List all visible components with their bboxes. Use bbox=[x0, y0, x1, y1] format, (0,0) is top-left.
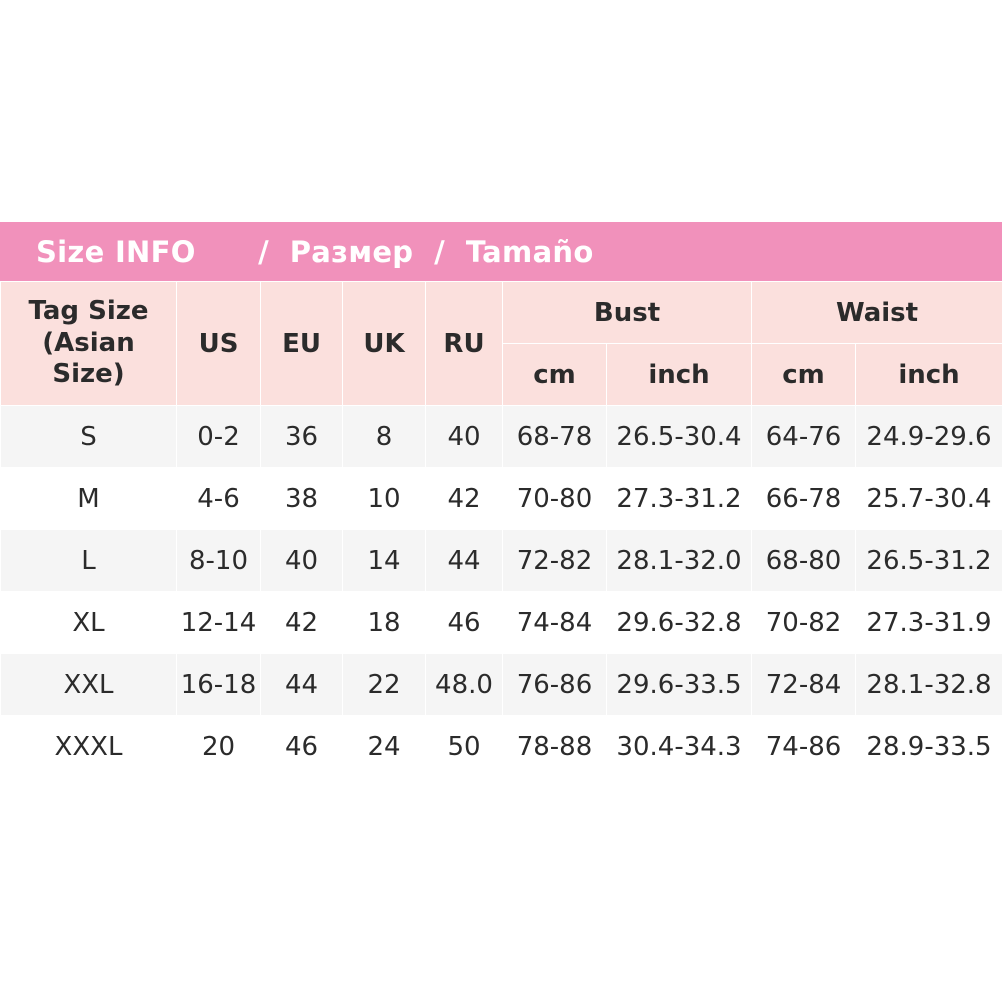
table-row bbox=[1, 716, 1002, 778]
cell-waist-inch: 28.1-32.8 bbox=[856, 654, 1002, 716]
cell-bust-cm: 72-82 bbox=[503, 530, 607, 592]
cell-bust-cm: 74-84 bbox=[503, 592, 607, 654]
cell-us: 0-2 bbox=[177, 406, 261, 468]
cell-bust-inch: 29.6-33.5 bbox=[607, 654, 752, 716]
cell-waist-cm: 74-86 bbox=[752, 716, 856, 778]
header-waist-cm: cm bbox=[752, 344, 856, 406]
cell-bust-cm: 68-78 bbox=[503, 406, 607, 468]
cell-waist-cm: 68-80 bbox=[752, 530, 856, 592]
table-row bbox=[1, 654, 1002, 716]
table-row bbox=[1, 406, 1002, 468]
cell-uk: 14 bbox=[343, 530, 426, 592]
cell-waist-inch: 25.7-30.4 bbox=[856, 468, 1002, 530]
table-row bbox=[1, 468, 1002, 530]
header-waist: Waist bbox=[752, 282, 1002, 344]
table-row bbox=[1, 530, 1002, 592]
cell-tag: S bbox=[1, 406, 177, 468]
cell-tag: XL bbox=[1, 592, 177, 654]
table-header-row-group bbox=[1, 282, 1002, 344]
cell-us: 16-18 bbox=[177, 654, 261, 716]
cell-us: 20 bbox=[177, 716, 261, 778]
cell-uk: 18 bbox=[343, 592, 426, 654]
size-table bbox=[0, 281, 1002, 778]
size-info-banner bbox=[0, 222, 1002, 281]
cell-ru: 48.0 bbox=[426, 654, 503, 716]
cell-tag: L bbox=[1, 530, 177, 592]
header-uk: UK bbox=[343, 282, 426, 406]
cell-uk: 8 bbox=[343, 406, 426, 468]
cell-bust-cm: 78-88 bbox=[503, 716, 607, 778]
cell-ru: 40 bbox=[426, 406, 503, 468]
cell-bust-inch: 26.5-30.4 bbox=[607, 406, 752, 468]
cell-waist-cm: 64-76 bbox=[752, 406, 856, 468]
cell-us: 12-14 bbox=[177, 592, 261, 654]
header-waist-inch: inch bbox=[856, 344, 1002, 406]
cell-eu: 42 bbox=[261, 592, 343, 654]
header-tag-size-line3: Size) bbox=[52, 359, 125, 390]
header-bust-inch: inch bbox=[607, 344, 752, 406]
cell-bust-inch: 29.6-32.8 bbox=[607, 592, 752, 654]
cell-eu: 46 bbox=[261, 716, 343, 778]
cell-waist-cm: 72-84 bbox=[752, 654, 856, 716]
cell-tag: XXXL bbox=[1, 716, 177, 778]
header-bust-cm: cm bbox=[503, 344, 607, 406]
cell-waist-cm: 70-82 bbox=[752, 592, 856, 654]
cell-ru: 42 bbox=[426, 468, 503, 530]
cell-ru: 50 bbox=[426, 716, 503, 778]
cell-eu: 40 bbox=[261, 530, 343, 592]
cell-ru: 46 bbox=[426, 592, 503, 654]
cell-ru: 44 bbox=[426, 530, 503, 592]
cell-uk: 10 bbox=[343, 468, 426, 530]
header-ru: RU bbox=[426, 282, 503, 406]
header-us: US bbox=[177, 282, 261, 406]
banner-title: Size INFO / Размер / Tamaño bbox=[36, 234, 594, 269]
header-bust: Bust bbox=[503, 282, 752, 344]
cell-bust-cm: 76-86 bbox=[503, 654, 607, 716]
cell-tag: XXL bbox=[1, 654, 177, 716]
size-chart bbox=[0, 222, 1002, 778]
cell-uk: 22 bbox=[343, 654, 426, 716]
cell-waist-inch: 28.9-33.5 bbox=[856, 716, 1002, 778]
table-row bbox=[1, 592, 1002, 654]
cell-waist-inch: 26.5-31.2 bbox=[856, 530, 1002, 592]
cell-eu: 44 bbox=[261, 654, 343, 716]
header-tag-size-line2: (Asian bbox=[42, 327, 135, 358]
header-tag-size bbox=[1, 282, 177, 406]
cell-eu: 36 bbox=[261, 406, 343, 468]
cell-bust-cm: 70-80 bbox=[503, 468, 607, 530]
cell-bust-inch: 28.1-32.0 bbox=[607, 530, 752, 592]
cell-tag: M bbox=[1, 468, 177, 530]
cell-us: 4-6 bbox=[177, 468, 261, 530]
header-tag-size-line1: Tag Size bbox=[28, 295, 149, 326]
cell-waist-inch: 24.9-29.6 bbox=[856, 406, 1002, 468]
cell-us: 8-10 bbox=[177, 530, 261, 592]
cell-uk: 24 bbox=[343, 716, 426, 778]
cell-bust-inch: 30.4-34.3 bbox=[607, 716, 752, 778]
cell-eu: 38 bbox=[261, 468, 343, 530]
header-eu: EU bbox=[261, 282, 343, 406]
cell-waist-cm: 66-78 bbox=[752, 468, 856, 530]
cell-waist-inch: 27.3-31.9 bbox=[856, 592, 1002, 654]
cell-bust-inch: 27.3-31.2 bbox=[607, 468, 752, 530]
